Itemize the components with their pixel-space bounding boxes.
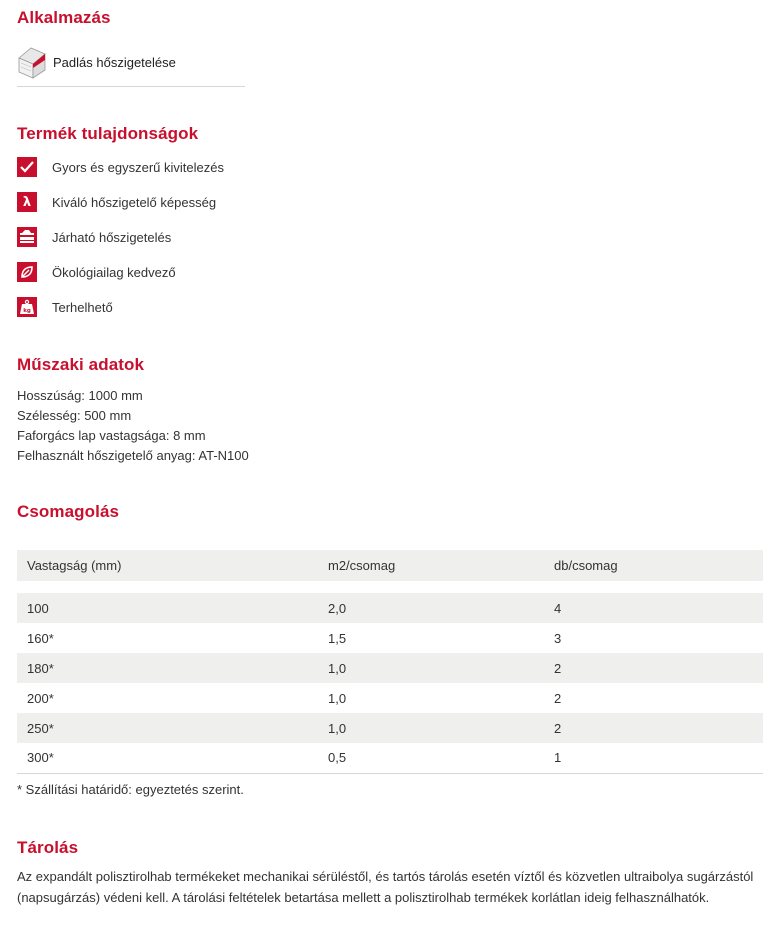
technical-line: Felhasznált hőszigetelő anyag: AT-N100 <box>17 448 249 463</box>
table-cell: 1,0 <box>318 653 544 683</box>
property-item <box>17 261 176 283</box>
table-cell: 100 <box>17 593 318 623</box>
lambda-icon: λ <box>17 192 37 212</box>
technical-line: Faforgács lap vastagsága: 8 mm <box>17 428 206 443</box>
property-label: Gyors és egyszerű kivitelezés <box>52 159 224 175</box>
table-cell: 1 <box>544 743 763 773</box>
table-row <box>17 683 763 713</box>
property-item <box>17 296 113 318</box>
table-cell: 0,5 <box>318 743 544 773</box>
storage-text: Az expandált polisztirolhab termékeket mechanikai sérüléstől, és tartós tárolás esetén víztől és közvetlen ultraibolya sugárzástól (napsugárzás) védeni kell. A tárolási feltételek betartása mellett a polisztirolhab termékek korlátlan ideig felhasználhatók. <box>17 869 754 905</box>
property-label: Járható hőszigetelés <box>52 229 172 245</box>
table-cell: 3 <box>554 630 562 646</box>
application-item <box>17 44 245 87</box>
table-cell: 2 <box>544 653 763 683</box>
section-title-technical: Műszaki adatok <box>17 355 145 374</box>
table-header-row <box>17 550 763 581</box>
property-label: Kiváló hőszigetelő képesség <box>52 194 217 210</box>
table-row <box>17 743 763 773</box>
checkmark-icon <box>17 157 37 177</box>
table-cell: 1,0 <box>318 713 544 743</box>
table-cell: 180* <box>17 653 318 683</box>
kg-weight-icon <box>17 297 37 317</box>
table-cell: 4 <box>544 593 763 623</box>
property-label: Ökológiailag kedvező <box>52 264 176 280</box>
section-title-properties: Termék tulajdonságok <box>17 124 199 143</box>
table-row <box>17 653 763 683</box>
walkable-layer-icon <box>17 227 37 247</box>
table-cell: 250* <box>17 713 318 743</box>
table-cell: 300* <box>17 743 318 773</box>
table-cell: 2,0 <box>318 593 544 623</box>
technical-line: Hosszúság: 1000 mm <box>17 388 143 403</box>
attic-house-icon <box>17 44 47 80</box>
property-item <box>17 191 216 213</box>
packaging-table <box>17 550 763 774</box>
column-header-thickness: Vastagság (mm) <box>17 550 318 581</box>
technical-line: Szélesség: 500 mm <box>17 408 132 423</box>
packaging-footnote: * Szállítási határidő: egyeztetés szerint. <box>17 782 244 797</box>
property-item <box>17 226 171 248</box>
property-label: Terhelhető <box>52 299 113 315</box>
section-title-application: Alkalmazás <box>17 8 111 27</box>
table-cell: 160* <box>27 630 54 646</box>
application-item-label: Padlás hőszigetelése <box>53 55 176 70</box>
table-cell: 1,5 <box>328 630 347 646</box>
technical-data <box>17 386 249 466</box>
column-header-pieces-per-pack: db/csomag <box>544 550 763 581</box>
table-cell: 200* <box>27 690 54 706</box>
table-row <box>17 593 763 623</box>
section-title-storage: Tárolás <box>17 838 79 857</box>
svg-text:kg: kg <box>23 308 31 314</box>
table-cell: 2 <box>544 713 763 743</box>
column-header-m2-per-pack: m2/csomag <box>318 550 544 581</box>
property-item <box>17 156 224 178</box>
table-cell: 1,0 <box>328 690 347 706</box>
leaf-icon <box>17 262 37 282</box>
table-cell: 2 <box>554 690 562 706</box>
table-row <box>17 623 763 653</box>
table-row <box>17 713 763 743</box>
section-title-packaging: Csomagolás <box>17 502 120 521</box>
